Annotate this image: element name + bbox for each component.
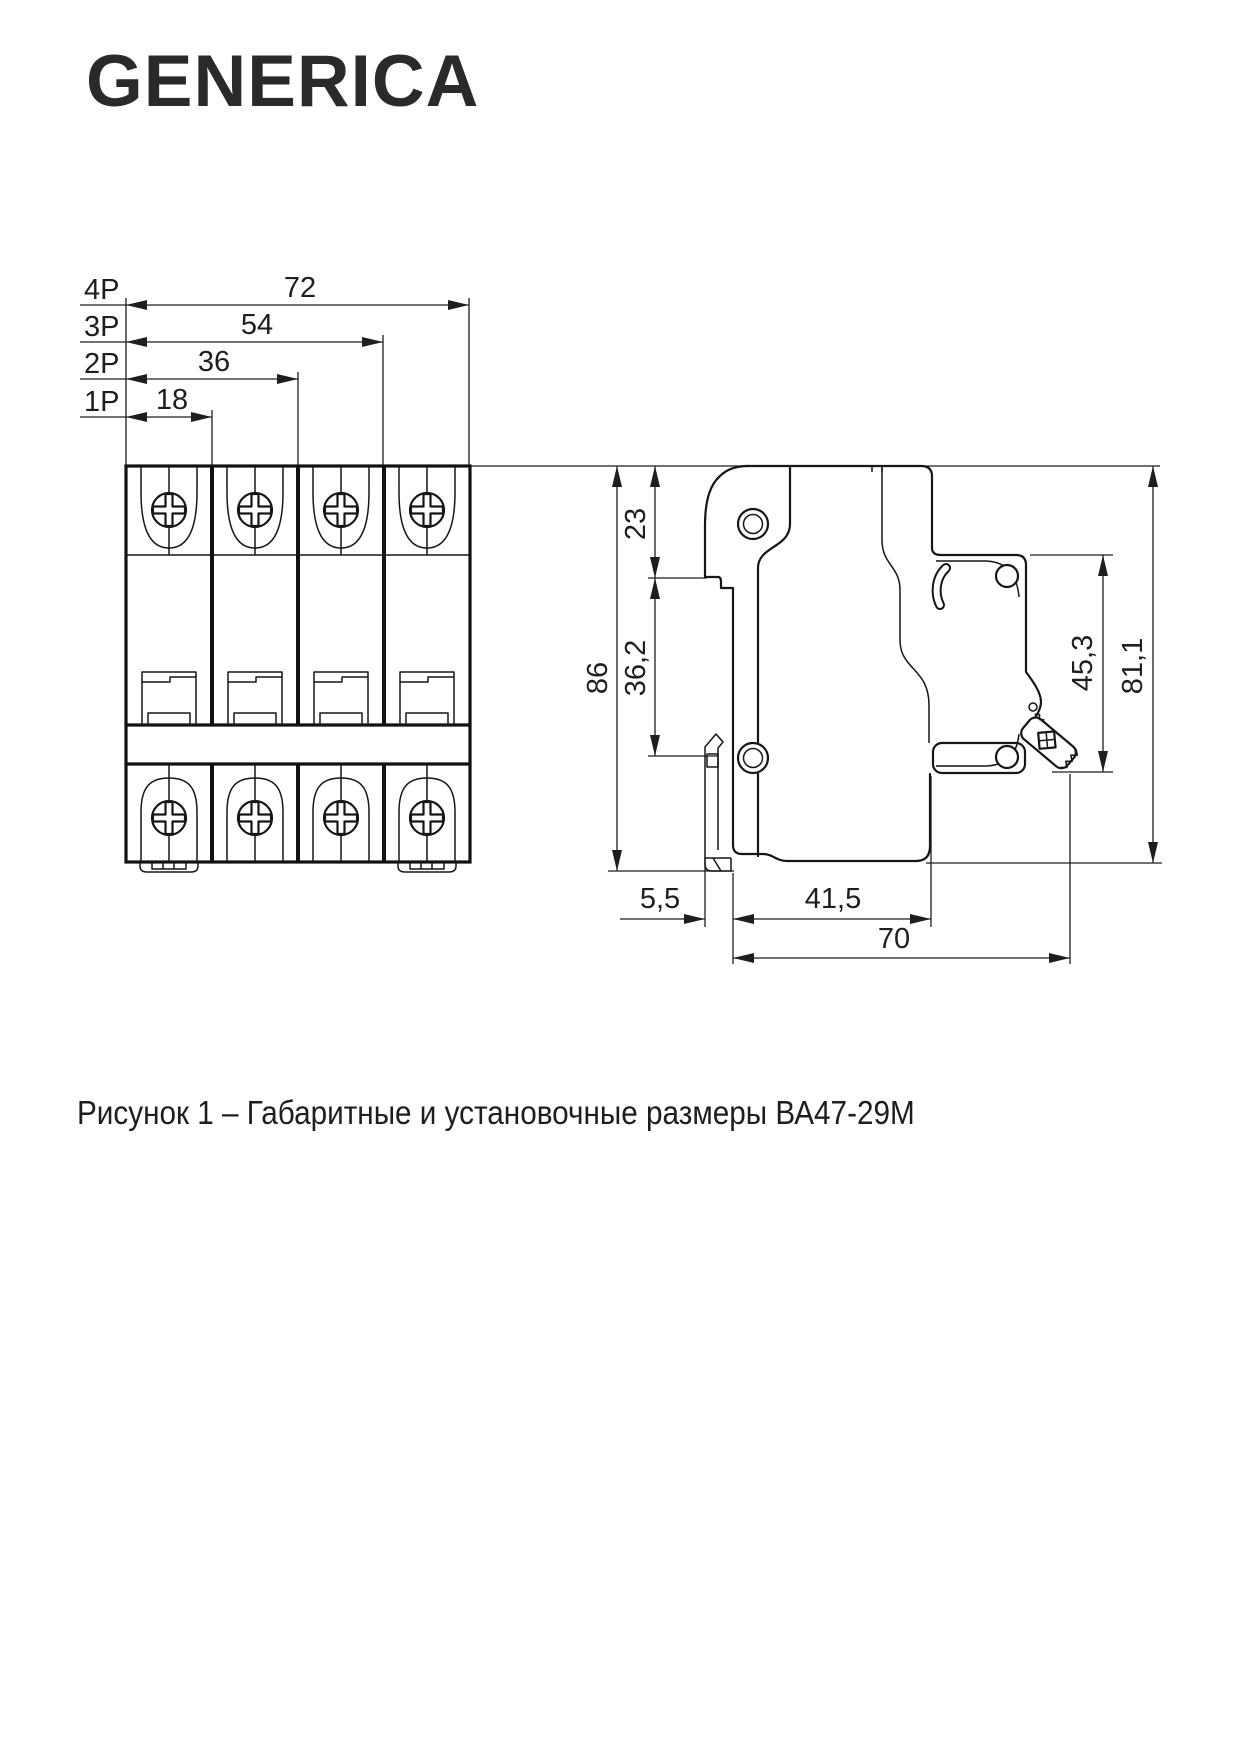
dim-width-4p: 72 bbox=[283, 272, 317, 304]
dim-step-to-latch: 36,2 bbox=[620, 639, 652, 697]
side-horizontal-dimensions bbox=[620, 774, 1070, 964]
pole-label-1p: 1P bbox=[84, 386, 120, 418]
figure-caption: Рисунок 1 – Габаритные и установочные размеры ВА47-29М bbox=[77, 1094, 915, 1131]
pole-label-2p: 2P bbox=[84, 348, 120, 380]
dim-width-3p: 54 bbox=[240, 309, 274, 341]
pole-label-3p: 3P bbox=[84, 311, 120, 343]
front-view bbox=[126, 466, 470, 872]
dim-total-height: 86 bbox=[582, 661, 614, 695]
dimension-lines bbox=[80, 272, 1162, 964]
module-dividers bbox=[212, 466, 384, 862]
pivot-hole bbox=[1029, 703, 1037, 711]
din-latch bbox=[705, 734, 731, 871]
pole-label-4p: 4P bbox=[84, 274, 120, 306]
dim-width-2p: 36 bbox=[197, 346, 231, 378]
front-pole-dimensions bbox=[80, 272, 469, 466]
dim-front-face-height: 45,3 bbox=[1067, 634, 1099, 692]
dim-base-depth: 41,5 bbox=[804, 883, 862, 915]
side-view bbox=[705, 466, 1082, 871]
dim-latch-depth: 5,5 bbox=[639, 883, 681, 915]
toggle-lever bbox=[1018, 712, 1082, 772]
brand-logo: GENERICA bbox=[86, 41, 480, 122]
side-vertical-dimensions bbox=[582, 466, 1162, 871]
dim-body-height: 81,1 bbox=[1117, 637, 1149, 695]
dim-width-1p: 18 bbox=[155, 384, 189, 416]
dim-total-depth: 70 bbox=[877, 923, 911, 955]
dim-top-to-step: 23 bbox=[620, 507, 652, 541]
